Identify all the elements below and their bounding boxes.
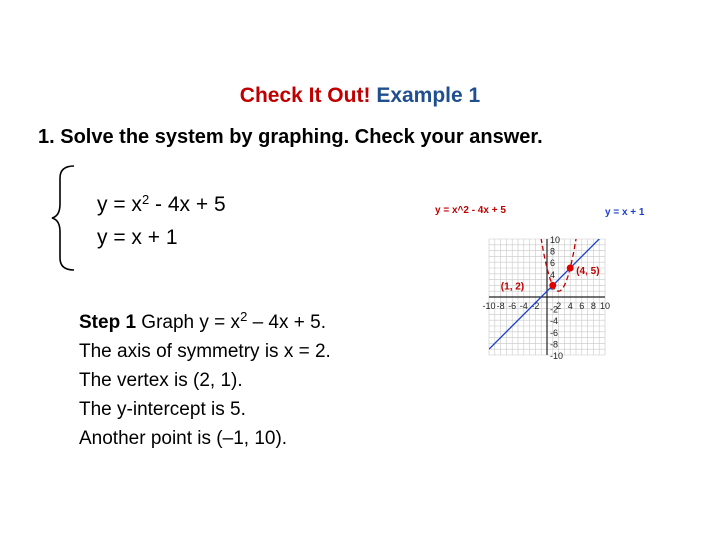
x-tick-label: 10	[599, 301, 611, 311]
y-tick-label: -10	[550, 351, 564, 361]
x-tick-label: 4	[567, 301, 573, 311]
x-tick-label: -2	[531, 301, 540, 311]
x-tick-label: -10	[482, 301, 496, 311]
slide-title	[0, 84, 720, 108]
equation-2: y = x + 1	[97, 226, 178, 249]
vertex-line: The vertex is (2, 1).	[79, 370, 243, 391]
parabola-label: y = x^2 - 4x + 5	[435, 205, 506, 216]
y-tick-label: 4	[550, 269, 556, 280]
title-check-it-out: Check It Out!	[239, 84, 371, 107]
x-tick-label: 6	[579, 301, 585, 311]
problem-statement: 1. Solve the system by graphing. Check your answer.	[38, 126, 543, 148]
title-example: Example 1	[376, 84, 481, 107]
y-tick-label: 6	[550, 258, 556, 269]
y-tick-label: 8	[550, 246, 556, 257]
intersection-point	[549, 282, 556, 289]
x-tick-label: -6	[508, 301, 517, 311]
y-tick-label: -8	[550, 339, 559, 350]
axis-of-symmetry-line: The axis of symmetry is x = 2.	[79, 341, 331, 362]
y-tick-label: -4	[550, 316, 559, 327]
y-tick-label: -2	[550, 304, 559, 315]
step-1-label: Step 1	[79, 312, 137, 333]
step-1-line: Step 1 Graph $y = x^2 - 4x + 5$.	[79, 309, 326, 333]
intersection-point-label: (1, 2)	[500, 281, 525, 293]
line-label: y = x + 1	[605, 207, 645, 218]
x-tick-label: 2	[556, 301, 562, 311]
intersection-point-label: (4, 5)	[576, 266, 600, 277]
another-point-line: Another point is (–1, 10).	[79, 428, 288, 449]
y-intercept-line: The y-intercept is 5.	[79, 399, 246, 420]
coordinate-graph	[427, 187, 667, 407]
y-tick-label: -6	[550, 327, 559, 338]
x-tick-label: -8	[496, 301, 505, 311]
equation-1: $y = x^2 - 4x + 5$	[97, 192, 226, 216]
intersection-point	[567, 265, 574, 272]
x-tick-label: 8	[590, 301, 596, 311]
step-text	[79, 308, 331, 453]
system-brace	[50, 164, 76, 272]
y-tick-label: 10	[550, 235, 561, 245]
x-tick-label: -4	[519, 301, 528, 311]
